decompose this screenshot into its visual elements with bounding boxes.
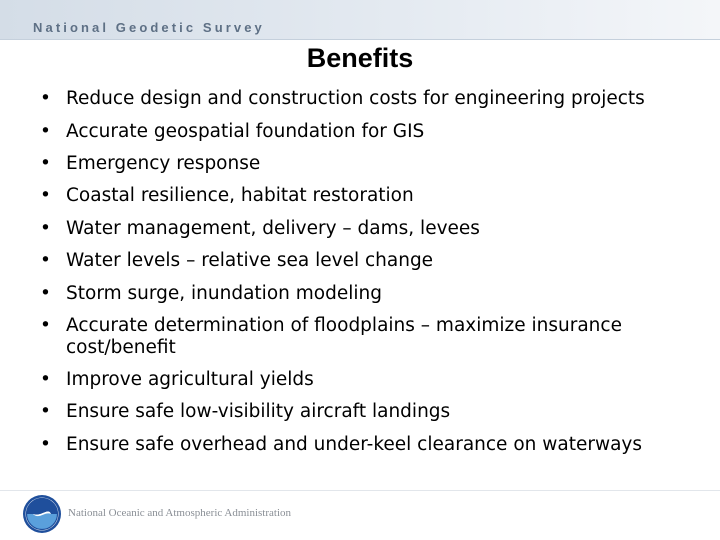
bullet-item	[40, 315, 710, 359]
bullet-text: Storm surge, inundation modeling	[66, 283, 382, 304]
bullet-item	[40, 185, 710, 207]
bullet-text: Accurate geospatial foundation for GIS	[66, 121, 425, 142]
bullet-item	[40, 369, 710, 391]
bullet-marker: •	[40, 88, 51, 109]
bullet-text: Improve agricultural yields	[66, 369, 314, 390]
bullet-marker: •	[40, 121, 51, 142]
bullet-item	[40, 250, 710, 272]
bullet-item	[40, 88, 710, 110]
organization-name: National Oceanic and Atmospheric Administration	[68, 507, 292, 519]
footer-divider	[0, 490, 720, 491]
bullet-marker: •	[40, 434, 51, 455]
bullet-marker: •	[40, 315, 51, 336]
bullet-item	[40, 153, 710, 175]
bullet-text: Coastal resilience, habitat restoration	[66, 185, 414, 206]
bullet-marker: •	[40, 185, 51, 206]
bullet-item	[40, 401, 710, 423]
bullet-marker: •	[40, 283, 51, 304]
bullet-text: Water levels – relative sea level change	[66, 250, 434, 271]
bullet-marker: •	[40, 369, 51, 390]
bullet-marker: •	[40, 250, 51, 271]
bullet-item	[40, 121, 710, 143]
bullet-marker: •	[40, 218, 51, 239]
bullet-text: Reduce design and construction costs for engineering projects	[66, 88, 645, 109]
bullet-marker: •	[40, 153, 51, 174]
bullet-text: Ensure safe overhead and under-keel clearance on waterways	[66, 434, 643, 455]
agency-name: National Geodetic Survey	[33, 20, 265, 35]
bullet-marker: •	[40, 401, 51, 422]
bullet-text: Accurate determination of floodplains – maximize insurance cost/benefit	[66, 315, 622, 358]
slide-title: Benefits	[306, 43, 414, 73]
bullet-item	[40, 434, 710, 456]
bullet-text: Ensure safe low-visibility aircraft landings	[66, 401, 451, 422]
bullet-text: Emergency response	[66, 153, 261, 174]
bullet-item	[40, 283, 710, 305]
bullet-item	[40, 218, 710, 240]
bullet-text: Water management, delivery – dams, levees	[66, 218, 480, 239]
noaa-emblem-icon	[22, 494, 62, 534]
